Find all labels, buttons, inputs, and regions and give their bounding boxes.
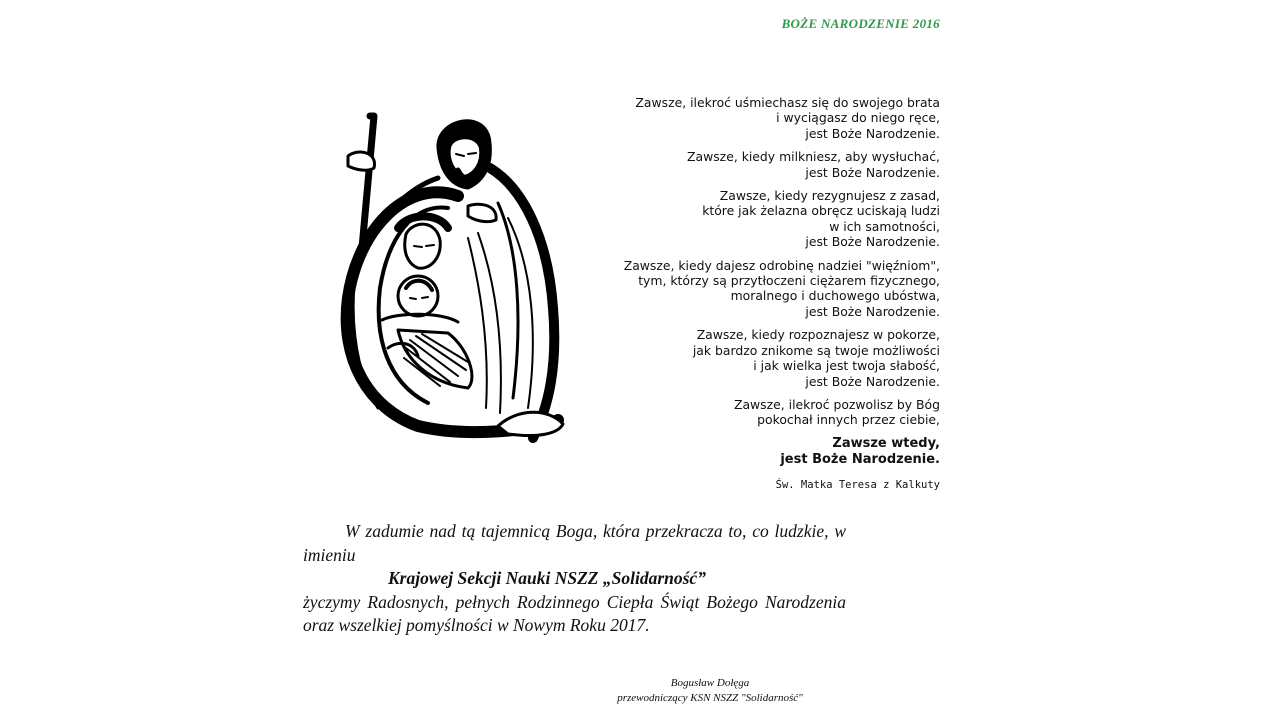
poem-stanza [580,188,940,250]
poem-stanza [580,327,940,389]
poem-line: Zawsze, kiedy rozpoznajesz w pokorze, [696,327,940,343]
poem-line: moralnego i duchowego ubóstwa, [730,288,940,304]
poem-line: które jak żelazna obręcz uciskają ludzi [702,203,940,219]
poem-final-line: jest Boże Narodzenie. [780,451,940,467]
greeting-organization: Krajowej Sekcji Nauki NSZZ „Solidarność” [388,568,706,588]
greeting-wishes: życzymy Radosnych, pełnych Rodzinnego Ciepła Świąt Bożego Narodzenia oraz wszelkiej pomyślności w Nowym Roku 2017. [303,591,846,635]
poem-line: jest Boże Narodzenie. [805,164,940,180]
poem [580,95,940,493]
holy-family-drawing-icon [318,108,578,443]
poem-author: Św. Matka Teresa z Kalkuty [775,478,940,491]
poem-line: Zawsze, kiedy dajesz odrobinę nadziei "więźniom", [623,257,940,273]
poem-line: Zawsze, ilekroć pozwolisz by Bóg [733,396,940,412]
signature [560,676,860,706]
poem-line: jak bardzo znikome są twoje możliwości [692,342,940,358]
poem-stanza [580,149,940,180]
poem-line: i wyciągasz do niego ręce, [776,110,940,126]
poem-line: jest Boże Narodzenie. [805,303,940,319]
poem-line: i jak wielka jest twoja słabość, [753,358,940,374]
poem-stanza [580,397,940,428]
poem-line: tym, którzy są przytłoczeni ciężarem fizycznego, [638,273,940,289]
poem-line: Zawsze, kiedy rezygnujesz z zasad, [719,188,940,204]
signature-name: Bogusław Dołęga [670,677,750,689]
poem-line: jest Boże Narodzenie. [805,125,940,141]
poem-stanza [580,258,940,320]
poem-line: Zawsze, ilekroć uśmiechasz się do swojego brata [635,95,940,110]
page-header-title: BOŻE NARODZENIE 2016 [781,16,940,31]
greeting [303,520,846,638]
poem-final-line: Zawsze wtedy, [832,435,940,451]
poem-line: jest Boże Narodzenie. [805,234,940,250]
poem-line: w ich samotności, [829,218,940,234]
poem-stanza [580,95,940,141]
poem-final [580,436,940,468]
poem-line: jest Boże Narodzenie. [805,373,940,389]
poem-line: pokochał innych przez ciebie, [757,412,940,428]
poem-line: Zawsze, kiedy milkniesz, aby wysłuchać, [687,149,940,165]
signature-role: przewodniczący KSN NSZZ "Solidarność" [617,692,803,704]
greeting-intro: W zadumie nad tą tajemnicą Boga, która przekracza to, co ludzkie, w imieniu [303,521,846,565]
